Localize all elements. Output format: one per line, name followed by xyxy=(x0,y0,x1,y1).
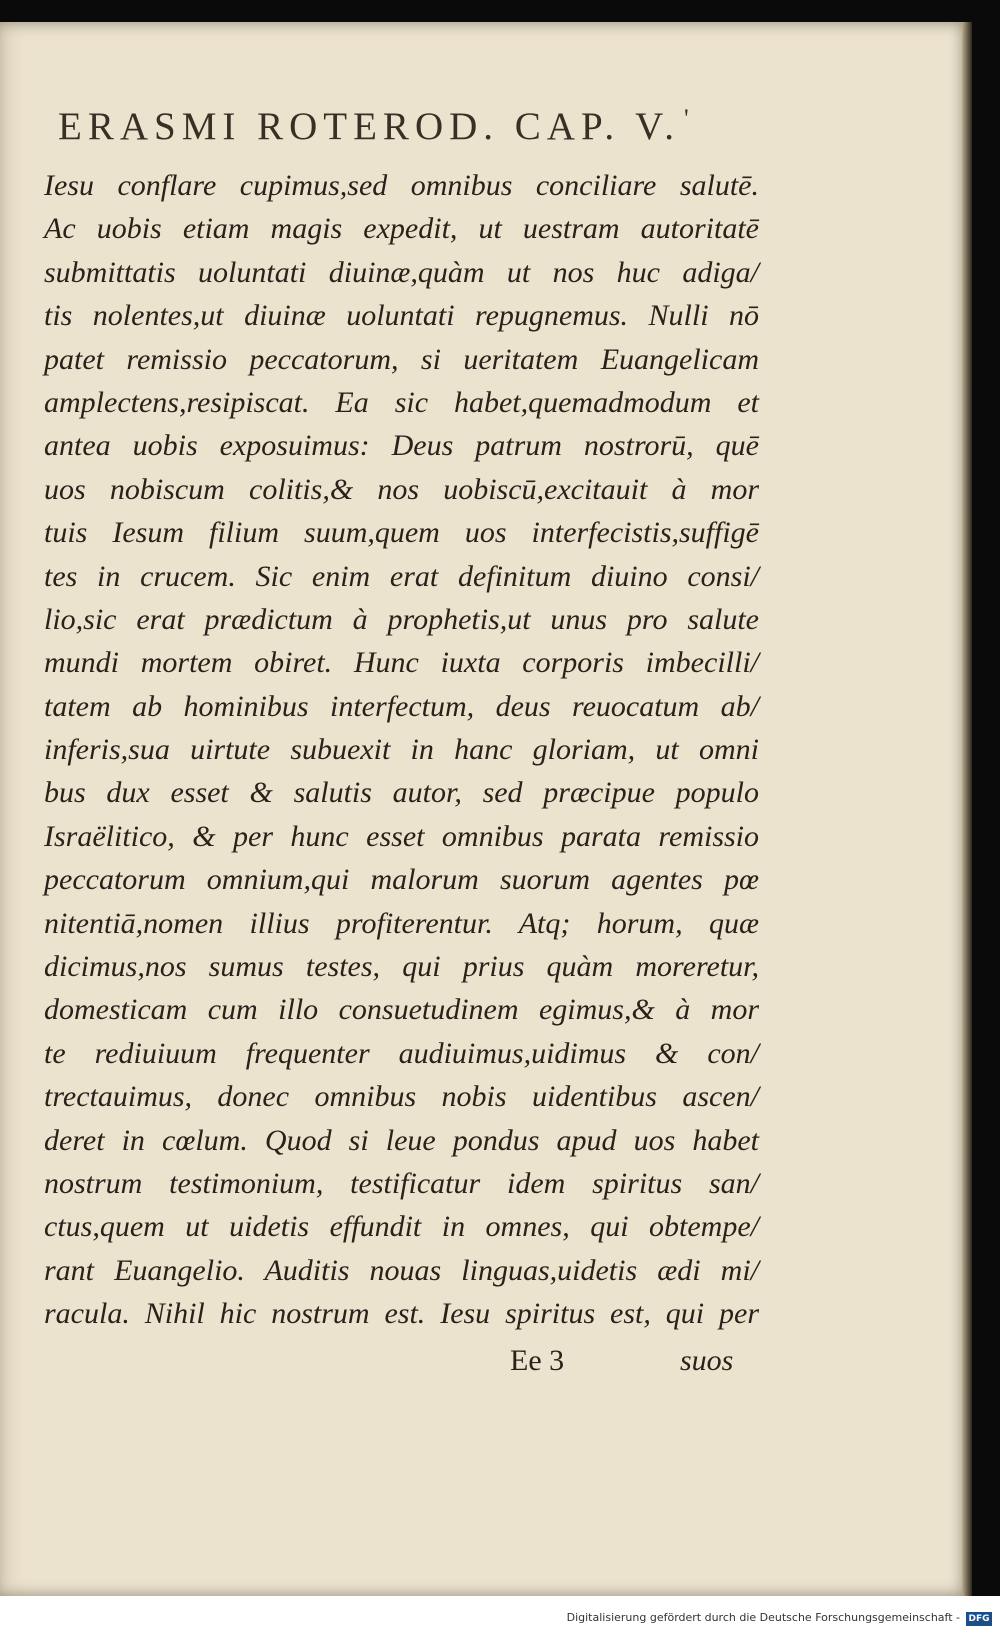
catchword: suos xyxy=(680,1344,734,1377)
text-line: Israëlitico, & per hunc esset omnibus parata remissio xyxy=(44,819,759,853)
text-line: ctus,quem ut uidetis effundit in omnes, qui obtempe/ xyxy=(44,1210,759,1244)
text-line: tis nolentes,ut diuinæ uoluntati repugnemus. Nulli nō xyxy=(44,299,759,333)
text-line: domesticam cum illo consuetudinem egimus,& à mor xyxy=(44,993,759,1027)
running-head-text: ERASMI ROTEROD. CAP. V. xyxy=(58,105,680,148)
text-line: bus dux esset & salutis autor, sed præcipue populo xyxy=(44,776,759,810)
text-line: nitentiā,nomen illius profiterentur. Atq; horum, quæ xyxy=(44,906,759,940)
text-line: trectauimus, donec omnibus nobis uidentibus ascen/ xyxy=(44,1080,759,1114)
text-line: tes in crucem. Sic enim erat definitum diuino consi/ xyxy=(44,559,759,593)
text-line: patet remissio peccatorum, si ueritatem Euangelicam xyxy=(44,342,759,376)
text-line: peccatorum omnium,qui malorum suorum agentes pœ xyxy=(44,863,759,897)
text-line: dicimus,nos sumus testes, qui prius quàm moreretur, xyxy=(44,950,759,984)
text-line: inferis,sua uirtute subuexit in hanc gloriam, ut omni xyxy=(44,733,759,767)
text-line: te rediuiuum frequenter audiuimus,uidimus & con/ xyxy=(44,1036,759,1070)
text-line: amplectens,resipiscat. Ea sic habet,quemadmodum et xyxy=(44,385,759,419)
text-line: Iesu conflare cupimus,sed omnibus conciliare salutē. xyxy=(44,169,759,202)
text-line: deret in cœlum. Quod si leue pondus apud uos habet xyxy=(44,1123,759,1157)
text-line: antea uobis exposuimus: Deus patrum nostrorū, quē xyxy=(44,429,759,463)
text-line: submittatis uoluntati diuinæ,quàm ut nos huc adiga/ xyxy=(44,255,759,289)
page-edge xyxy=(962,22,972,1596)
text-line: tuis Iesum filium suum,quem uos interfecistis,suffigē xyxy=(44,516,759,550)
running-head xyxy=(58,104,758,149)
signature-mark: Ee 3 xyxy=(510,1344,565,1377)
text-line: uos nobiscum colitis,& nos uobiscū,excitauit à mor xyxy=(44,472,759,506)
text-line: lio,sic erat prædictum à prophetis,ut unus pro salute xyxy=(44,602,759,636)
text-line: mundi mortem obiret. Hunc iuxta corporis imbecilli/ xyxy=(44,646,759,680)
dfg-logo: DFG xyxy=(966,1612,992,1626)
text-line: racula. Nihil hic nostrum est. Iesu spiritus est, qui per xyxy=(44,1297,759,1331)
footer-bar xyxy=(0,1596,1000,1636)
funding-credit: Digitalisierung gefördert durch die Deutsche Forschungsgemeinschaft - xyxy=(566,1611,960,1624)
text-line: rant Euangelio. Auditis nouas linguas,uidetis ædi mi/ xyxy=(44,1253,759,1287)
text-line: nostrum testimonium, testificatur idem spiritus san/ xyxy=(44,1166,759,1200)
running-head-mark: ' xyxy=(684,104,689,133)
text-line: Ac uobis etiam magis expedit, ut uestram autoritatē xyxy=(44,212,759,246)
body-text xyxy=(44,164,759,1336)
text-line: tatem ab hominibus interfectum, deus reuocatum ab/ xyxy=(44,689,759,723)
